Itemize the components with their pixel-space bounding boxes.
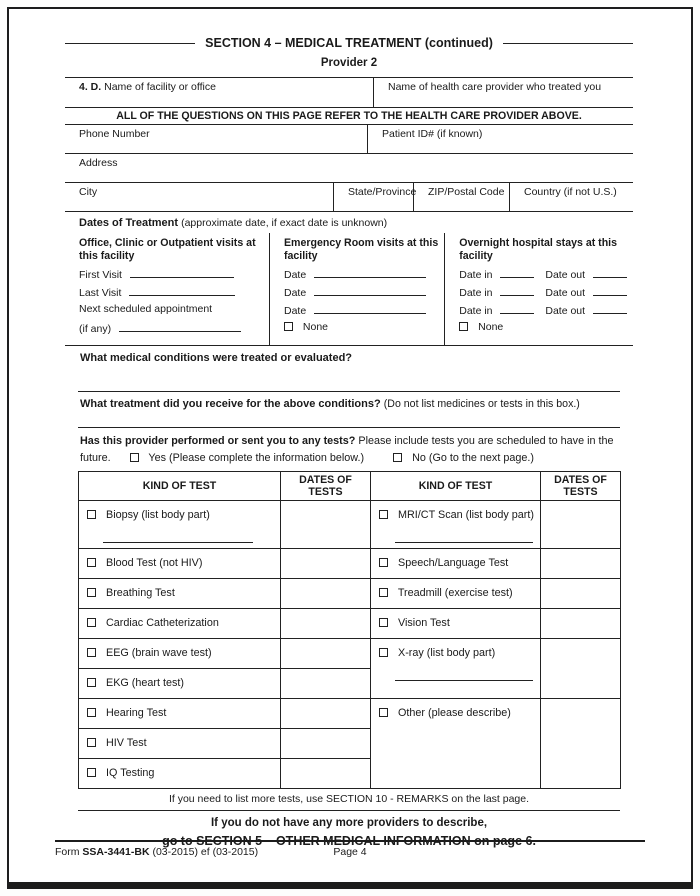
facility-name-field[interactable] — [65, 78, 373, 107]
provider-name-label: Name of health care provider who treated you — [388, 81, 602, 93]
first-visit-label: First Visit — [79, 269, 122, 281]
dates-cell[interactable] — [281, 549, 371, 579]
date-out-line-1[interactable] — [593, 267, 627, 278]
er-date-label: Date — [283, 287, 307, 299]
test-label: Treadmill (exercise test) — [397, 587, 513, 599]
er-none-label: None — [302, 321, 329, 333]
last-visit-line[interactable] — [129, 285, 235, 296]
test-label: Other (please describe) — [398, 707, 511, 719]
form-prefix: Form — [55, 846, 80, 858]
checkbox-iq-testing[interactable] — [87, 768, 96, 777]
date-in-label: Date in — [459, 305, 493, 317]
checkbox-vision-test[interactable] — [379, 618, 388, 627]
conditions-answer-box[interactable] — [78, 346, 620, 392]
state-label: State/Province — [348, 186, 417, 198]
country-field[interactable] — [509, 183, 633, 211]
test-label: X-ray (list body part) — [398, 647, 496, 659]
hospital-none-label: None — [478, 321, 504, 333]
dates-cell[interactable] — [281, 639, 371, 669]
er-date-label: Date — [283, 305, 307, 317]
banner-text: ALL OF THE QUESTIONS ON THIS PAGE REFER TO THE HEALTH CARE PROVIDER ABOVE. — [116, 110, 582, 122]
provider-subtitle: Provider 2 — [320, 57, 378, 69]
page-title: SECTION 4 – MEDICAL TREATMENT (continued) — [205, 36, 493, 50]
country-label: Country (if not U.S.) — [524, 186, 617, 198]
address-label: Address — [79, 157, 118, 169]
test-cell-ekg — [79, 669, 281, 699]
dates-cell[interactable] — [281, 579, 371, 609]
mri-ct-body-part-line[interactable] — [395, 532, 533, 543]
checkbox-biopsy[interactable] — [87, 510, 96, 519]
header-kind-of-test-left: KIND OF TEST — [79, 472, 281, 501]
closing-line-2: go to SECTION 5 – OTHER MEDICAL INFORMATION on page 6. — [162, 834, 536, 848]
test-cell-x-ray — [371, 639, 541, 699]
test-label: EEG (brain wave test) — [106, 647, 212, 659]
facility-name-label: Name of facility or office — [104, 81, 216, 93]
checkbox-er-none[interactable] — [284, 322, 293, 331]
yes-option-label: Yes (Please complete the information below.) — [148, 452, 365, 464]
table-row — [79, 639, 621, 669]
hospital-stays-column — [444, 233, 633, 345]
dates-cell[interactable] — [281, 729, 371, 759]
date-out-line-3[interactable] — [593, 303, 627, 314]
test-cell-treadmill — [371, 579, 541, 609]
test-cell-hiv-test — [79, 729, 281, 759]
test-label: Biopsy (list body part) — [106, 509, 210, 521]
date-out-label: Date out — [545, 305, 586, 317]
first-visit-line[interactable] — [130, 267, 234, 278]
dates-of-treatment-heading — [65, 217, 633, 233]
dates-cell[interactable] — [541, 579, 621, 609]
office-visits-title: Office, Clinic or Outpatient visits at this facility — [79, 237, 256, 262]
dates-of-treatment-section — [65, 233, 633, 346]
dates-cell[interactable] — [281, 699, 371, 729]
form-number: SSA-3441-BK — [82, 846, 150, 858]
address-field[interactable] — [65, 154, 633, 182]
checkbox-hospital-none[interactable] — [459, 322, 468, 331]
item-number: 4. D. — [79, 81, 102, 93]
er-date-label: Date — [283, 269, 307, 281]
date-in-label: Date in — [459, 269, 493, 281]
provider-name-field[interactable] — [373, 78, 633, 107]
tests-question — [78, 428, 620, 471]
test-label: HIV Test — [106, 737, 147, 749]
checkbox-eeg[interactable] — [87, 648, 96, 657]
checkbox-no[interactable] — [393, 453, 402, 462]
dates-cell[interactable] — [281, 759, 371, 789]
date-in-line-3[interactable] — [500, 303, 534, 314]
tests-table — [78, 471, 621, 789]
title-rule-right — [503, 43, 633, 44]
date-in-label: Date in — [459, 287, 493, 299]
test-label: Cardiac Catheterization — [106, 617, 219, 629]
test-cell-blood-test — [79, 549, 281, 579]
more-tests-note: If you need to list more tests, use SECTION 10 - REMARKS on the last page. — [78, 789, 620, 811]
dates-heading-note: (approximate date, if exact date is unknown) — [181, 217, 388, 229]
patient-id-label: Patient ID# (if known) — [382, 128, 483, 140]
date-out-label: Date out — [545, 269, 586, 281]
date-in-line-1[interactable] — [500, 267, 534, 278]
test-label: Breathing Test — [106, 587, 175, 599]
checkbox-ekg[interactable] — [87, 678, 96, 687]
dates-cell[interactable] — [541, 699, 621, 789]
dates-cell[interactable] — [541, 639, 621, 699]
next-appointment-label: Next scheduled appointment — [79, 303, 213, 315]
checkbox-treadmill-test[interactable] — [379, 588, 388, 597]
tests-question-note-cont: future. — [80, 452, 111, 464]
checkbox-cardiac-catheterization[interactable] — [87, 618, 96, 627]
test-cell-mri-ct — [371, 501, 541, 549]
no-option-label: No (Go to the next page.) — [412, 452, 534, 464]
if-any-label: (if any) — [79, 323, 112, 335]
form-suffix: (03-2015) ef (03-2015) — [152, 846, 259, 858]
test-label: Speech/Language Test — [398, 557, 509, 569]
test-label: IQ Testing — [106, 767, 155, 779]
dates-heading-bold: Dates of Treatment — [79, 217, 179, 229]
checkbox-hearing-test[interactable] — [87, 708, 96, 717]
checkbox-mri-ct-scan[interactable] — [379, 510, 388, 519]
test-cell-eeg — [79, 639, 281, 669]
test-cell-iq-testing — [79, 759, 281, 789]
dates-cell[interactable] — [541, 549, 621, 579]
closing-line-1: If you do not have any more providers to describe, — [210, 817, 488, 829]
checkbox-blood-test[interactable] — [87, 558, 96, 567]
phone-number-label: Phone Number — [79, 128, 150, 140]
treatment-answer-box[interactable] — [78, 392, 620, 428]
date-out-label: Date out — [545, 287, 586, 299]
header-dates-of-tests-left: DATES OF TESTS — [281, 472, 371, 501]
dates-cell[interactable] — [281, 669, 371, 699]
test-cell-cardiac-catheterization — [79, 609, 281, 639]
checkbox-hiv-test[interactable] — [87, 738, 96, 747]
checkbox-breathing-test[interactable] — [87, 588, 96, 597]
checkbox-speech-language-test[interactable] — [379, 558, 388, 567]
dates-cell[interactable] — [541, 501, 621, 549]
test-label: Blood Test (not HIV) — [106, 557, 203, 569]
table-row — [79, 501, 621, 549]
phone-number-field[interactable] — [65, 125, 367, 153]
zip-field[interactable] — [413, 183, 509, 211]
table-row — [79, 699, 621, 729]
title-rule-left — [65, 43, 195, 44]
page-footer — [55, 840, 645, 858]
test-cell-vision-test — [371, 609, 541, 639]
dates-cell[interactable] — [281, 501, 371, 549]
date-in-line-2[interactable] — [500, 285, 534, 296]
conditions-question: What medical conditions were treated or evaluated? — [80, 352, 353, 364]
patient-id-field[interactable] — [367, 125, 633, 153]
er-date-line-1[interactable] — [314, 267, 426, 278]
dates-cell[interactable] — [541, 609, 621, 639]
tests-question-bold: Has this provider performed or sent you to any tests? — [80, 435, 356, 447]
x-ray-body-part-line[interactable] — [395, 670, 533, 681]
form-page — [7, 7, 693, 889]
tests-question-note: Please include tests you are scheduled to have in the — [358, 435, 614, 447]
checkbox-x-ray[interactable] — [379, 648, 388, 657]
city-field[interactable] — [65, 183, 333, 211]
test-cell-breathing-test — [79, 579, 281, 609]
er-visits-title: Emergency Room visits at this facility — [283, 237, 439, 262]
test-cell-hearing-test — [79, 699, 281, 729]
table-row — [79, 579, 621, 609]
office-visits-column — [65, 233, 269, 345]
biopsy-body-part-line[interactable] — [103, 532, 253, 543]
hospital-stays-title: Overnight hospital stays at this facility — [459, 237, 618, 262]
provider-info-table — [65, 77, 633, 212]
test-cell-biopsy — [79, 501, 281, 549]
test-label: MRI/CT Scan (list body part) — [398, 509, 534, 521]
date-out-line-2[interactable] — [593, 285, 627, 296]
state-field[interactable] — [333, 183, 417, 211]
next-appointment-line[interactable] — [119, 321, 241, 332]
last-visit-label: Last Visit — [79, 287, 122, 299]
page-number: Page 4 — [333, 846, 367, 858]
city-label: City — [79, 186, 98, 198]
test-label: Hearing Test — [106, 707, 167, 719]
zip-label: ZIP/Postal Code — [428, 186, 505, 198]
section-title-row — [65, 35, 633, 51]
er-visits-column — [269, 233, 444, 345]
treatment-question: What treatment did you receive for the above conditions? — [80, 398, 381, 410]
table-row — [79, 549, 621, 579]
test-label: Vision Test — [398, 617, 450, 629]
table-row — [79, 609, 621, 639]
test-label: EKG (heart test) — [106, 677, 185, 689]
er-date-line-2[interactable] — [314, 285, 426, 296]
checkbox-other-test[interactable] — [379, 708, 388, 717]
header-kind-of-test-right: KIND OF TEST — [371, 472, 541, 501]
er-date-line-3[interactable] — [314, 303, 426, 314]
checkbox-yes[interactable] — [130, 453, 139, 462]
test-cell-speech-language — [371, 549, 541, 579]
header-dates-of-tests-right: DATES OF TESTS — [541, 472, 621, 501]
treatment-question-note: (Do not list medicines or tests in this box.) — [383, 398, 580, 410]
dates-cell[interactable] — [281, 609, 371, 639]
test-cell-other — [371, 699, 541, 789]
